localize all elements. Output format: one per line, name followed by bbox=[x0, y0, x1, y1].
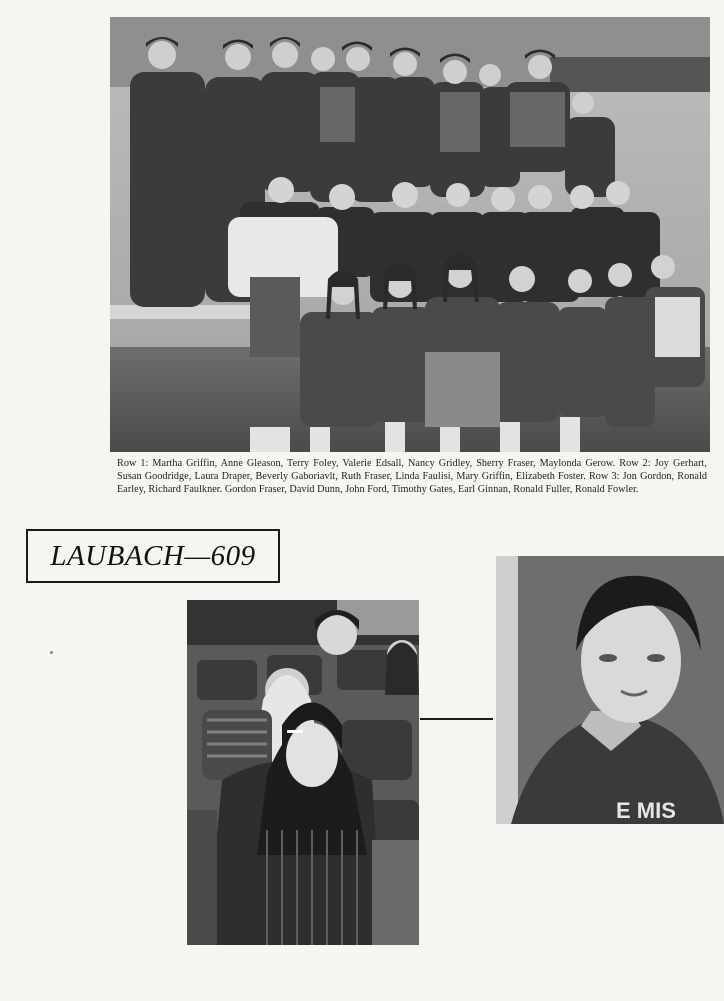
candid-photo bbox=[187, 600, 419, 945]
photo-caption: Row 1: Martha Griffin, Anne Gleason, Terry Foley, Valerie Edsall, Nancy Gridley, Sherry Fraser, Maylonda Gerow. Row 2: Joy Gerhart, Susan Goodridge, Laura Draper, Beverly Gaboriavlt, Ruth Fraser, Linda Faulisi, Mary Griffin, Elizabeth Foster. Row 3: Jon Gordon, Ronald Earley, Richard Faulkner. Gordon Fraser, David Dunn, John Ford, Timothy Gates, Earl Ginnan, Ronald Fuller, Ronald Fowler. bbox=[117, 458, 707, 495]
homeroom-heading-box bbox=[26, 529, 280, 583]
group-photo bbox=[110, 17, 710, 452]
group-photo-image bbox=[110, 17, 710, 452]
homeroom-title: LAUBACH—609 bbox=[50, 539, 256, 572]
portrait-shirt-text: E MIS bbox=[616, 798, 676, 823]
scan-speck bbox=[50, 651, 53, 654]
portrait-photo bbox=[496, 556, 724, 824]
connector-rule bbox=[420, 718, 493, 720]
candid-photo-image bbox=[187, 600, 419, 945]
portrait-photo-image bbox=[496, 556, 724, 824]
